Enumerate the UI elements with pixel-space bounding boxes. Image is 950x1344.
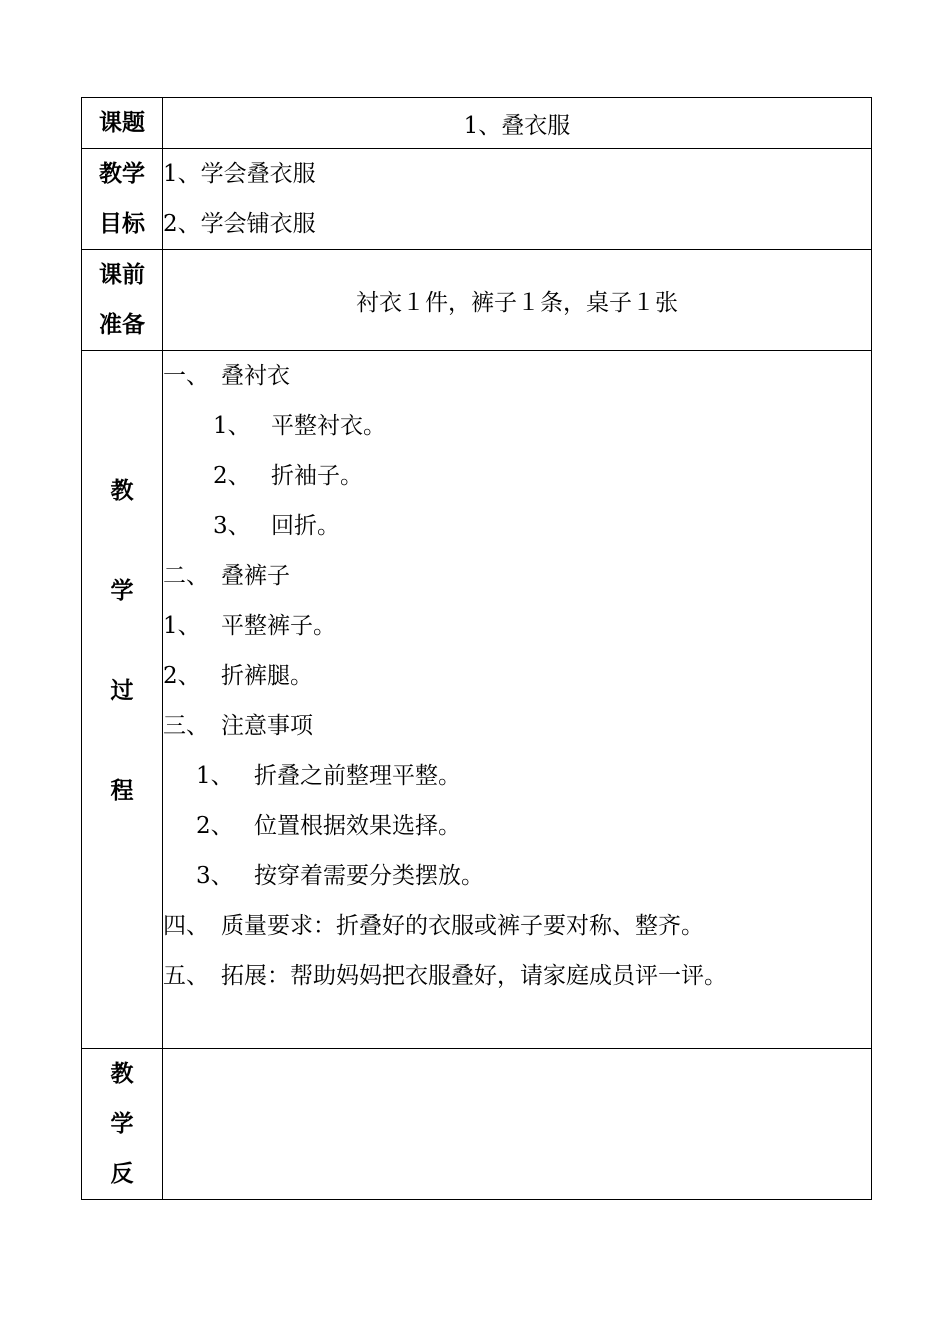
- list-item: 2、 折袖子。: [213, 463, 363, 489]
- list-item: 2、 折裤腿。: [163, 663, 313, 689]
- list-item: 1、 平整衬衣。: [213, 413, 386, 439]
- reflection-label-char: 教: [110, 1061, 134, 1087]
- prep-value: 衬衣１件，裤子１条，桌子１张: [163, 250, 872, 351]
- lesson-plan-table: [81, 97, 872, 1200]
- goals-label: [82, 149, 163, 250]
- goal-item: 1、学会叠衣服: [163, 161, 316, 187]
- topic-value: 1、叠衣服: [163, 98, 872, 149]
- prep-row: [82, 250, 872, 351]
- section-heading: 三、 注意事项: [163, 713, 313, 739]
- goals-row: [82, 149, 872, 250]
- prep-label-line1: 课前: [99, 262, 145, 288]
- goals-label-line2: 目标: [99, 211, 145, 237]
- list-item: 2、 位置根据效果选择。: [196, 813, 461, 839]
- topic-row: [82, 98, 872, 149]
- section-heading: 五、 拓展：帮助妈妈把衣服叠好，请家庭成员评一评。: [163, 963, 727, 989]
- prep-label: [82, 250, 163, 351]
- list-item: 1、 平整裤子。: [163, 613, 336, 639]
- reflection-value: [163, 1049, 872, 1200]
- section-heading: 四、 质量要求：折叠好的衣服或裤子要对称、整齐。: [163, 913, 704, 939]
- reflection-label: [82, 1049, 163, 1200]
- section-heading: 二、 叠裤子: [163, 563, 290, 589]
- section-heading: 一、 叠衬衣: [163, 363, 290, 389]
- process-content: [163, 351, 872, 1049]
- reflection-label-char: 反: [110, 1161, 134, 1187]
- goals-label-line1: 教学: [99, 161, 145, 187]
- list-item: 3、 按穿着需要分类摆放。: [196, 863, 484, 889]
- process-label-char: 过: [110, 678, 134, 704]
- process-label-char: 学: [110, 578, 134, 604]
- list-item: 1、 折叠之前整理平整。: [196, 763, 461, 789]
- prep-label-line2: 准备: [99, 312, 145, 338]
- process-label-char: 教: [110, 478, 134, 504]
- process-row: [82, 351, 872, 1049]
- goals-content: [163, 149, 872, 250]
- topic-label: 课题: [82, 98, 163, 149]
- process-label-char: 程: [110, 778, 134, 804]
- process-label: [82, 351, 163, 1049]
- list-item: 3、 回折。: [213, 513, 340, 539]
- reflection-label-char: 学: [110, 1111, 134, 1137]
- reflection-row: [82, 1049, 872, 1200]
- goal-item: 2、学会铺衣服: [163, 211, 316, 237]
